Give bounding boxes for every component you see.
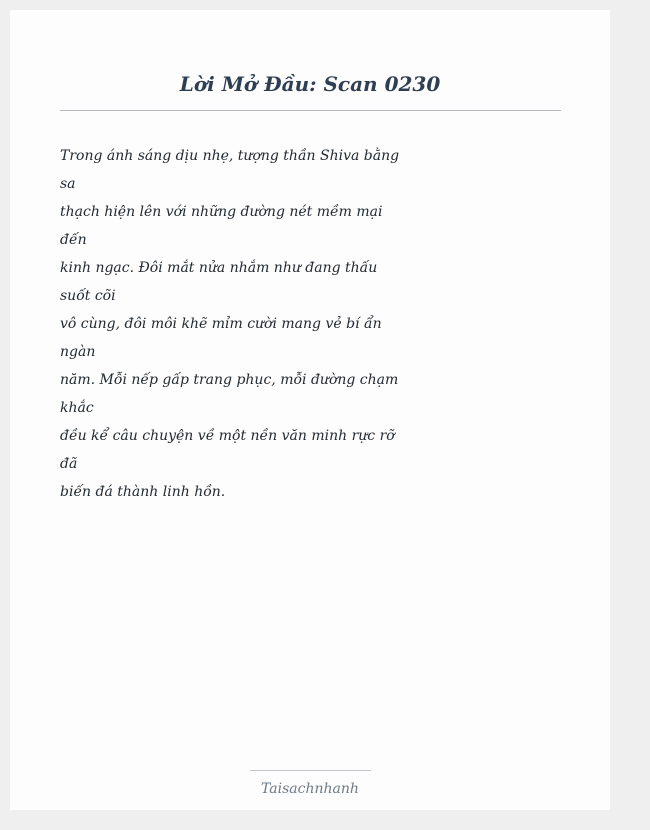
body-line: ngàn (60, 344, 96, 360)
body-line: khắc (60, 400, 94, 416)
page-title: Lời Mở Đầu: Scan 0230 (179, 72, 441, 96)
body-line: sa (60, 176, 76, 192)
body-line: đã (60, 456, 78, 472)
body-line: suốt cõi (60, 288, 116, 304)
body-line: biến đá thành linh hồn. (60, 484, 226, 500)
body-line: đều kể câu chuyện về một nền văn minh rực rỡ (60, 428, 395, 444)
title-divider (60, 110, 561, 111)
footer-divider (250, 770, 371, 771)
body-line: thạch hiện lên với những đường nét mềm mại (60, 204, 383, 220)
footer-source: Taisachnhanh (261, 781, 359, 797)
body-line: kinh ngạc. Đôi mắt nửa nhắm như đang thấu (60, 260, 378, 276)
body-line: đến (60, 232, 87, 248)
body-paragraph (60, 142, 400, 506)
body-line: Trong ánh sáng dịu nhẹ, tượng thần Shiva bằng (60, 148, 400, 164)
document-page (10, 10, 610, 810)
body-line: năm. Mỗi nếp gấp trang phục, mỗi đường chạm (60, 372, 399, 388)
body-line: vô cùng, đôi môi khẽ mỉm cười mang vẻ bí ẩn (60, 316, 382, 332)
